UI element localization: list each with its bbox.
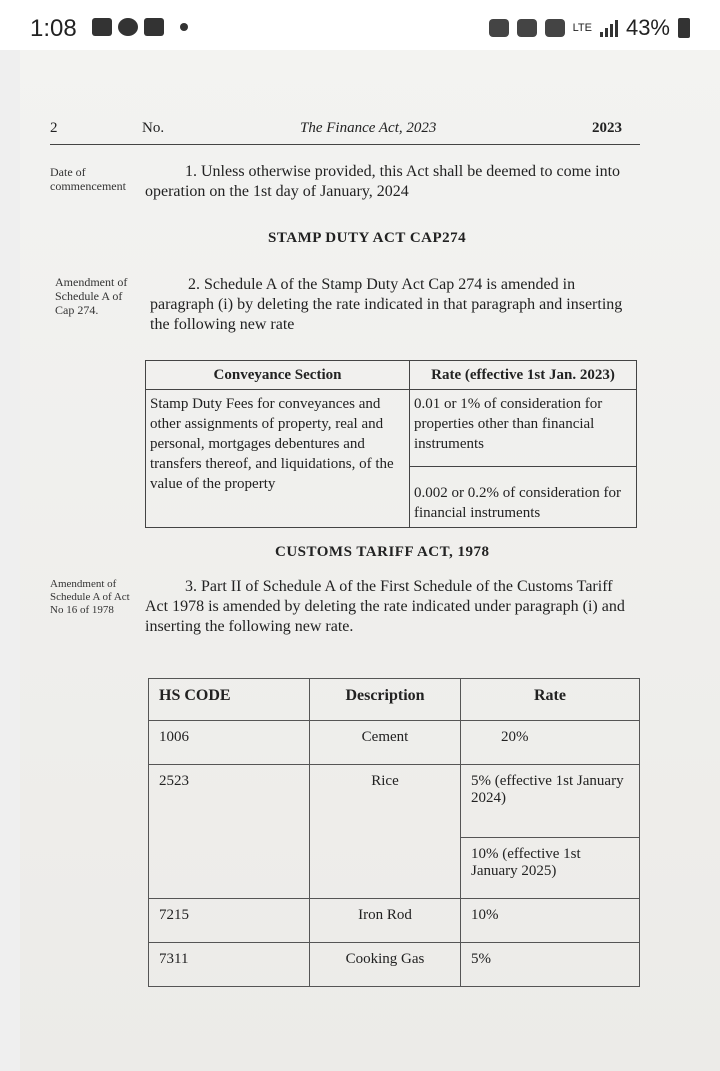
hs-code-cell: 7215 xyxy=(149,899,310,943)
network-type: LTE xyxy=(572,22,592,34)
status-time: 1:08 xyxy=(30,15,77,42)
paragraph-1: 1. Unless otherwise provided, this Act shall be deemed to come into operation on the 1st day of January, 2024 xyxy=(145,163,621,200)
header-rule xyxy=(50,144,640,145)
whatsapp-icon xyxy=(118,18,138,36)
page-number: 2 xyxy=(50,120,58,136)
document-year: 2023 xyxy=(592,120,622,136)
table-header-description: Description xyxy=(310,679,461,721)
table-header-rate: Rate xyxy=(461,679,640,721)
table-header-hs-code: HS CODE xyxy=(149,679,310,721)
table-header-rate: Rate (effective 1st Jan. 2023) xyxy=(410,361,637,390)
table-cell-rate-1: 0.01 or 1% of consideration for properties other than financial instruments xyxy=(410,390,637,467)
notification-icons xyxy=(92,18,188,36)
battery-percent: 43% xyxy=(625,15,670,40)
paragraph-2: 2. Schedule A of the Stamp Duty Act Cap 274 is amended in paragraph (i) by deleting the rate indicated in that paragraph and inserting the following new rate xyxy=(150,276,623,333)
hs-code-cell: 7311 xyxy=(149,943,310,987)
rate-cell: 20% xyxy=(461,721,640,765)
hs-code-cell: 1006 xyxy=(149,721,310,765)
rate-cell: 5% (effective 1st January 2024) xyxy=(461,765,640,838)
hotspot-icon xyxy=(545,19,565,37)
margin-note-amendment-act16: Amendment of Schedule A of Act No 16 of 1978 xyxy=(50,578,130,616)
margin-note-amendment-cap274: Amendment of Schedule A of Cap 274. xyxy=(55,275,128,317)
description-cell: Rice xyxy=(310,765,461,899)
document-page xyxy=(20,50,720,1071)
table-row xyxy=(149,943,640,987)
description-cell: Cement xyxy=(310,721,461,765)
table-row xyxy=(149,765,640,838)
table-header-conveyance: Conveyance Section xyxy=(146,361,410,390)
gallery-icon xyxy=(92,18,112,36)
table-row xyxy=(149,899,640,943)
table-cell-rate-2: 0.002 or 0.2% of consideration for financial instruments xyxy=(410,467,637,528)
hs-code-cell: 2523 xyxy=(149,765,310,899)
description-cell: Iron Rod xyxy=(310,899,461,943)
signal-icon xyxy=(600,19,618,37)
customs-tariff-table xyxy=(148,678,640,987)
no-label: No. xyxy=(142,120,165,136)
battery-icon xyxy=(678,18,690,38)
stamp-duty-table xyxy=(145,360,637,528)
paragraph-3: 3. Part II of Schedule A of the First Schedule of the Customs Tariff Act 1978 is amended by deleting the rate indicated under paragraph (i) and inserting the following new rate. xyxy=(145,578,625,635)
table-row xyxy=(149,721,640,765)
heading-customs-tariff: CUSTOMS TARIFF ACT, 1978 xyxy=(275,544,490,560)
mute-icon xyxy=(517,19,537,37)
heading-stamp-duty: STAMP DUTY ACT CAP274 xyxy=(268,230,467,246)
status-bar xyxy=(0,0,720,50)
rate-cell: 10% xyxy=(461,899,640,943)
alarm-icon xyxy=(489,19,509,37)
more-notifications-icon xyxy=(180,23,188,31)
youtube-icon xyxy=(144,18,164,36)
document-title: The Finance Act, 2023 xyxy=(300,120,437,136)
description-cell: Cooking Gas xyxy=(310,943,461,987)
table-cell-conveyance-description: Stamp Duty Fees for conveyances and other assignments of property, real and personal, mortgages debentures and transfers thereof, and liquidations, of the value of the property xyxy=(146,390,410,528)
rate-cell: 5% xyxy=(461,943,640,987)
margin-note-commencement: Date of commencement xyxy=(50,165,126,193)
rate-cell-2: 10% (effective 1st January 2025) xyxy=(461,838,640,899)
system-icons xyxy=(489,15,690,41)
